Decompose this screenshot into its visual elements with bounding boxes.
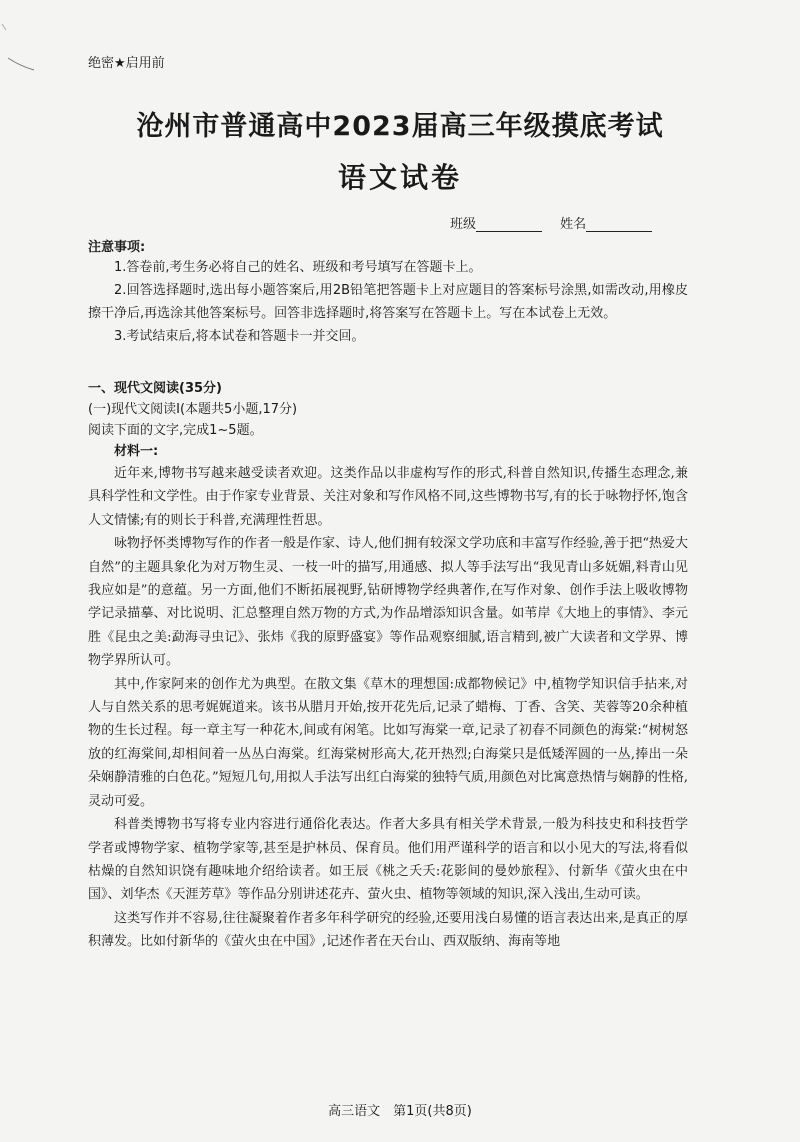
confidential-label: 绝密★启用前: [88, 56, 165, 71]
passage-paragraph: 科普类博物书写将专业内容进行通俗化表达。作者大多具有相关学术背景,一般为科技史和科技哲学学者或博物学家、植物学家等,甚至是护林员、保育员。他们用严谨科学的语言和以小见大的写法,将看似枯燥的自然知识饶有趣味地介绍给读者。如王辰《桃之夭夭:花影间的曼妙旅程》、付新华《萤火虫在中国》、刘华杰《天涯芳草》等作品分别讲述花卉、萤火虫、植物等领域的知识,深入浅出,生动可读。: [88, 817, 688, 903]
section-subheading: (一)现代文阅读Ⅰ(本题共5小题,17分): [88, 402, 298, 417]
passage-paragraph: 这类写作并不容易,往往凝聚着作者多年科学研究的经验,还要用浅白易懂的语言表达出来,是真正的厚积薄发。比如付新华的《萤火虫在中国》,记述作者在天台山、西双版纳、海南等地: [88, 910, 688, 950]
passage-paragraph: 咏物抒怀类博物写作的作者一般是作家、诗人,他们拥有较深文学功底和丰富写作经验,善于把“热爱大自然”的主题具象化为对万物生灵、一枝一叶的描写,用通感、拟人等手法写出“我见青山多妩媚,料青山见我应如是”的意蕴。另一方面,他们不断拓展视野,钻研博物学经典著作,在写作对象、创作手法上吸收博物学记录描摹、对比说明、汇总整理自然万物的方式,为作品增添知识含量。如苇岸《大地上的事情》、李元胜《昆虫之美:勐海寻虫记》、张炜《我的原野盛宴》等作品观察细腻,语言精到,被广大读者和文学界、博物学界所认可。: [88, 536, 688, 669]
reading-instruction: 阅读下面的文字,完成1~5题。: [88, 423, 263, 438]
student-info-line: [450, 213, 666, 232]
page-footer: 高三语文 第1页(共8页): [328, 1104, 472, 1119]
passage-paragraph: 其中,作家阿来的创作尤为典型。在散文集《草木的理想国:成都物候记》中,植物学知识信手拈来,对人与自然关系的思考娓娓道来。该书从腊月开始,按开花先后,记录了蜡梅、丁香、含笑、芙蓉等20余种植物的生长过程。每一章主写一种花木,间或有闲笔。比如写海棠一章,记录了初春不同颜色的海棠:“树树怒放的红海棠间,却相间着一丛丛白海棠。红海棠树形高大,花开热烈;白海棠只是低矮浑圆的一丛,捧出一朵朵娴静清雅的白色花。”短短几句,用拟人手法写出红白海棠的独特气质,用颜色对比寓意热情与娴静的性格,灵动可爱。: [88, 676, 688, 809]
name-blank[interactable]: [586, 218, 652, 232]
note-item: 2.回答选择题时,选出每小题答案后,用2B铅笔把答题卡上对应题目的答案标号涂黑,如需改动,用橡皮擦干净后,再选涂其他答案标号。回答非选择题时,将答案写在答题卡上。写在本试卷上无效。: [88, 283, 688, 321]
class-blank[interactable]: [476, 218, 542, 232]
scan-mark: [0, 0, 60, 120]
notes-heading: 注意事项:: [88, 240, 146, 255]
class-label: 班级: [450, 217, 477, 232]
exam-subtitle: 语文试卷: [337, 161, 462, 194]
note-item: 1.答卷前,考生务必将自己的姓名、班级和考号填写在答题卡上。: [114, 260, 482, 275]
note-item: 3.考试结束后,将本试卷和答题卡一并交回。: [114, 329, 365, 344]
material-label: 材料一:: [114, 444, 159, 459]
exam-title: 沧州市普通高中2023届高三年级摸底考试: [136, 111, 664, 142]
section-heading: 一、现代文阅读(35分): [88, 381, 222, 396]
passage: [88, 462, 688, 954]
passage-paragraph: 近年来,博物书写越来越受读者欢迎。这类作品以非虚构写作的形式,科普自然知识,传播生态理念,兼具科学性和文学性。由于作家专业背景、关注对象和写作风格不同,这些博物书写,有的长于咏物抒怀,饱含人文情愫;有的则长于科普,充满理性哲思。: [88, 466, 688, 528]
name-label: 姓名: [560, 217, 587, 232]
notes-list: [88, 256, 688, 348]
